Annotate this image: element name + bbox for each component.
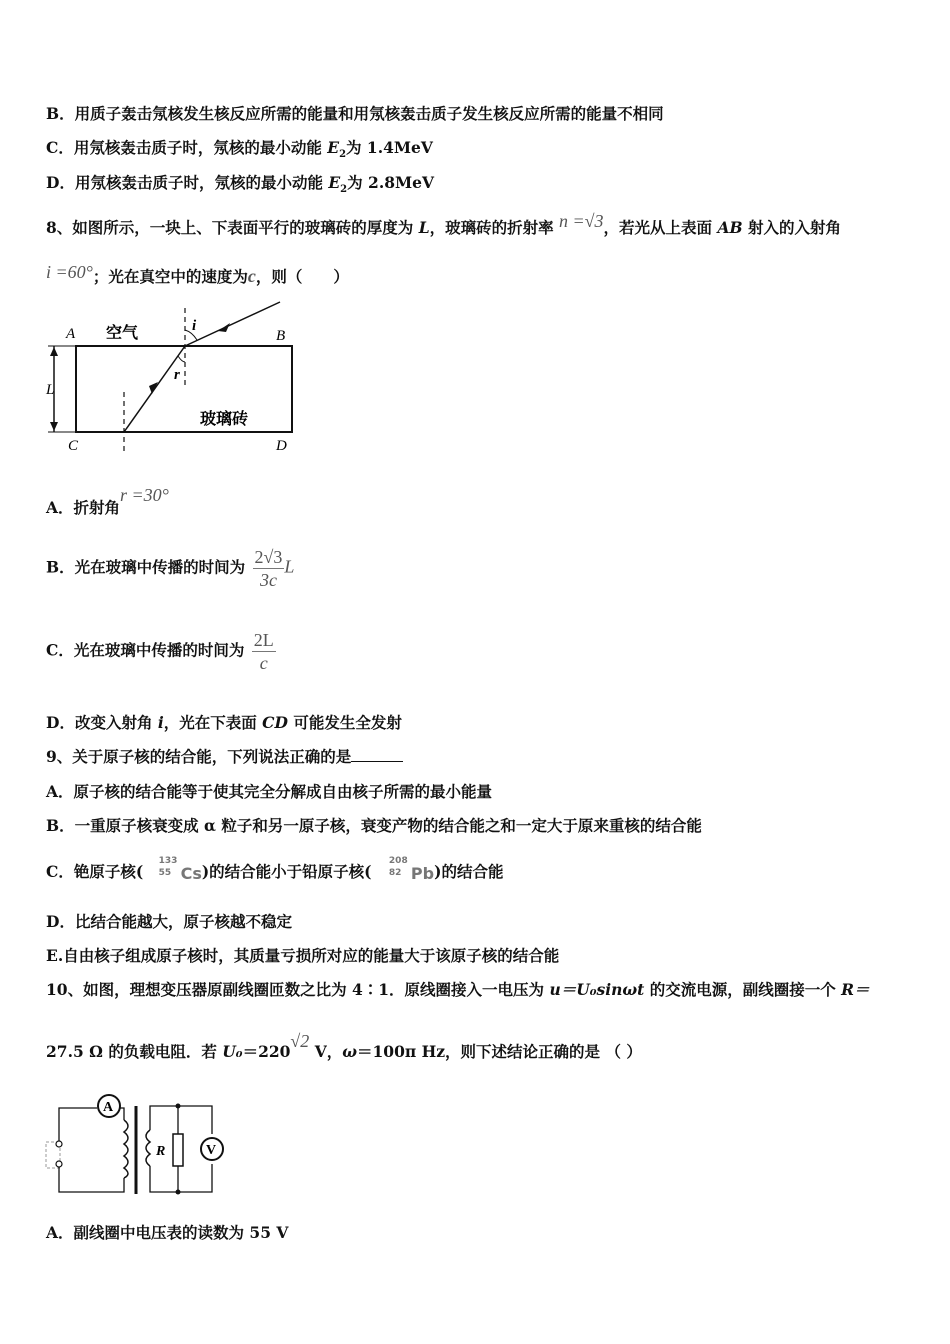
q7-option-d: D．用氖核轰击质子时，氖核的最小动能 $E_2$为 2.8MeV: [46, 173, 435, 196]
q9-option-b: B．一重原子核衰变成 α 粒子和另一原子核，衰变产物的结合能之和一定大于原来重核的结合能: [46, 816, 702, 835]
primary-coil: [124, 1120, 128, 1178]
q8-stem-line1: 8、如图所示，一块上、下表面平行的玻璃砖的厚度为 L，玻璃砖的折射率 n =√3，若光从上表面 AB 射入的入射角: [46, 211, 841, 237]
transformer-circuit-figure: [40, 1090, 240, 1200]
angle-i-label: i: [192, 318, 197, 334]
corner-c-label: C: [68, 438, 79, 454]
q8-option-c: C．光在玻璃中传播的时间为 $\frac{2L}{c}$: [46, 630, 274, 673]
q9-option-c: C．铯原子核( 133 55 Cs)的结合能小于铅原子核( 208 82 Pb)的结合能: [46, 855, 504, 883]
q8-option-d: D．改变入射角 i，光在下表面 CD 可能发生全发射: [46, 713, 402, 732]
glass-brick-figure: [40, 296, 310, 458]
q8-option-b: B．光在玻璃中传播的时间为 $\frac{2√3}{3c}$ L: [46, 547, 295, 590]
q7-option-c: C．用氖核轰击质子时，氖核的最小动能 $E_2$为 1.4MeV: [46, 138, 433, 161]
q8-stem-line2: i =60°；光在真空中的速度为c，则（ ）: [46, 262, 349, 286]
q7-option-b: B．用质子轰击氖核发生核反应所需的能量和用氖核轰击质子发生核反应所需的能量不相同: [46, 104, 664, 123]
q10-stem-line1: 10、如图，理想变压器原副线圈匝数之比为 4∶1．原线圈接入一电压为 u＝U₀sinωt 的交流电源，副线圈接一个 R＝: [46, 980, 870, 999]
load-resistor: [173, 1134, 183, 1166]
secondary-coil: [146, 1130, 150, 1166]
angle-r-label: r: [174, 367, 180, 383]
lead-nuclide: 208 82 Pb: [388, 855, 435, 883]
voltmeter-label: V: [206, 1143, 217, 1158]
thickness-label: L: [46, 382, 55, 398]
ammeter-label: A: [103, 1100, 114, 1115]
corner-d-label: D: [276, 438, 287, 454]
cesium-nuclide: 133 55 Cs: [158, 855, 202, 883]
corner-b-label: B: [276, 328, 286, 344]
q10-option-a: A．副线圈中电压表的读数为 55 V: [46, 1223, 289, 1242]
q9-option-d: D．比结合能越大，原子核越不稳定: [46, 912, 292, 931]
glass-brick-rect: [76, 346, 292, 432]
corner-a-label: A: [66, 326, 76, 342]
q9-stem: 9、关于原子核的结合能，下列说法正确的是: [46, 745, 403, 767]
incident-ray: [185, 302, 280, 346]
q10-stem-line2: 27.5 Ω 的负载电阻．若 U₀＝220√2 V，ω＝100π Hz，则下述结论正确的是 （ ）: [46, 1031, 642, 1061]
q9-option-a: A．原子核的结合能等于使其完全分解成自由核子所需的最小能量: [46, 782, 493, 801]
answer-blank: [351, 747, 403, 762]
q8-option-a: A．折射角r =30°: [46, 485, 169, 517]
glass-label: 玻璃砖: [200, 409, 249, 428]
air-label: 空气: [106, 323, 139, 342]
resistor-label: R: [156, 1144, 166, 1159]
q9-option-e: E.自由核子组成原子核时，其质量亏损所对应的能量大于该原子核的结合能: [46, 946, 560, 965]
